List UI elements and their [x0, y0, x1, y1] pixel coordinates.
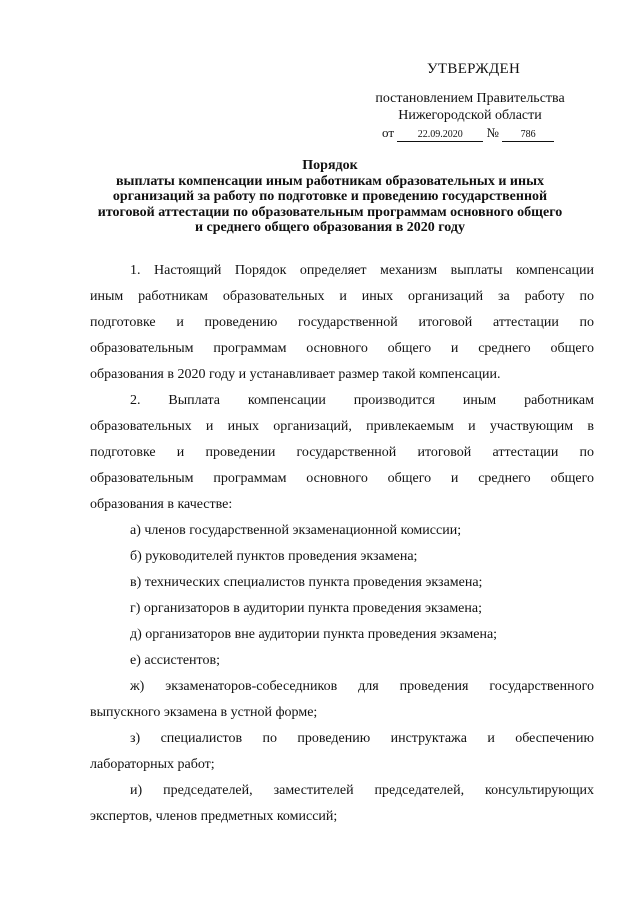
decree-line-2: Нижегородской области	[398, 108, 542, 123]
decree-date-line	[382, 125, 554, 142]
from-label: от	[382, 125, 395, 140]
title-line-5: и среднего общего образования в 2020 году	[194, 220, 465, 235]
paragraph-2-line: образования в качестве:	[90, 497, 233, 512]
list-item-d: д) организаторов вне аудитории пункта проведения экзамена;	[130, 627, 498, 642]
decree-number: 786	[502, 129, 554, 142]
title-line-3: организаций за работу по подготовке и проведению государственной	[112, 189, 548, 204]
paragraph-1-line: иным работникам образовательных и иных организаций за работу по	[90, 289, 594, 304]
paragraph-2-line: 2. Выплата компенсации производится иным работникам	[130, 393, 594, 408]
list-item-a: а) членов государственной экзаменационной комиссии;	[130, 523, 462, 538]
decree-date: 22.09.2020	[397, 129, 483, 142]
document-body	[90, 262, 594, 834]
paragraph-2-line: образовательных и иных организаций, привлекаемым и участвующим в	[90, 419, 594, 434]
list-item-e: е) ассистентов;	[130, 653, 220, 668]
decree-line-1: постановлением Правительства	[375, 91, 565, 106]
list-item-v: в) технических специалистов пункта проведения экзамена;	[130, 575, 483, 590]
list-item-i: и) председателей, заместителей председателей, консультирующих	[130, 783, 594, 798]
list-item-i-cont: экспертов, членов предметных комиссий;	[90, 809, 338, 824]
list-item-b: б) руководителей пунктов проведения экзамена;	[130, 549, 418, 564]
title-line-2: выплаты компенсации иным работникам образовательных и иных	[115, 173, 544, 189]
list-item-z-cont: лабораторных работ;	[90, 757, 215, 772]
document-title	[80, 158, 580, 236]
paragraph-1-line: 1. Настоящий Порядок определяет механизм выплаты компенсации	[130, 263, 594, 278]
paragraph-1-line: образования в 2020 году и устанавливает размер такой компенсации.	[90, 367, 501, 382]
title-line-4: итоговой аттестации по образовательным программам основного общего	[97, 204, 563, 220]
number-label: №	[486, 125, 499, 140]
title-line-1: Порядок	[302, 158, 358, 173]
paragraph-2-line: подготовке и проведении государственной итоговой аттестации по	[90, 445, 594, 460]
list-item-zh: ж) экзаменаторов-собеседников для проведения государственного	[130, 679, 594, 694]
list-item-g: г) организаторов в аудитории пункта проведения экзамена;	[130, 601, 482, 616]
list-item-zh-cont: выпускного экзамена в устной форме;	[90, 705, 318, 720]
paragraph-1-line: образовательным программам основного общего и среднего общего	[90, 341, 594, 356]
paragraph-2-line: образовательным программам основного общего и среднего общего	[90, 471, 594, 486]
list-item-z: з) специалистов по проведению инструктажа и обеспечению	[130, 731, 594, 746]
approval-stamp-title: УТВЕРЖДЕН	[427, 61, 521, 77]
approval-decree	[360, 90, 580, 124]
paragraph-1-line: подготовке и проведению государственной итоговой аттестации по	[90, 315, 594, 330]
